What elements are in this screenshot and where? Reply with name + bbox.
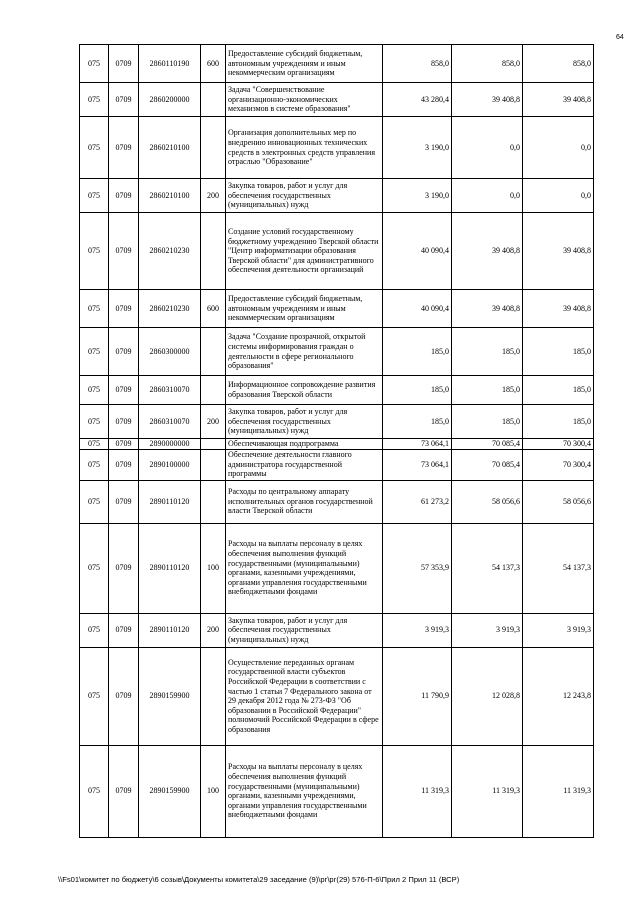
cell-target-article: 2860210100 xyxy=(139,179,201,213)
cell-description: Расходы по центральному аппарату исполнительных органов государственной власти Тверской области xyxy=(226,480,383,523)
cell-ministry-code: 075 xyxy=(80,376,109,405)
cell-description: Обеспечение деятельности главного администратора государственной программы xyxy=(226,449,383,480)
cell-amount-year-3: 0,0 xyxy=(523,179,594,213)
cell-amount-year-2: 39 408,8 xyxy=(452,83,523,117)
cell-amount-year-1: 57 353,9 xyxy=(383,523,452,613)
cell-target-article: 2860210230 xyxy=(139,213,201,290)
cell-section-code: 0709 xyxy=(109,213,139,290)
cell-description: Организация дополнительных мер по внедрению инновационных технических средств в электронных средств управления отраслью "Образование" xyxy=(226,117,383,179)
cell-target-article: 2860210100 xyxy=(139,117,201,179)
cell-target-article: 2860200000 xyxy=(139,83,201,117)
cell-amount-year-1: 3 919,3 xyxy=(383,613,452,647)
cell-ministry-code: 075 xyxy=(80,179,109,213)
table-row xyxy=(80,290,594,328)
cell-section-code: 0709 xyxy=(109,745,139,837)
cell-target-article: 2890110120 xyxy=(139,523,201,613)
cell-section-code: 0709 xyxy=(109,647,139,745)
cell-amount-year-1: 40 090,4 xyxy=(383,290,452,328)
cell-ministry-code: 075 xyxy=(80,480,109,523)
cell-description: Обеспечивающая подпрограмма xyxy=(226,439,383,450)
cell-amount-year-2: 39 408,8 xyxy=(452,290,523,328)
cell-ministry-code: 075 xyxy=(80,745,109,837)
cell-description: Закупка товаров, работ и услуг для обеспечения государственных (муниципальных) нужд xyxy=(226,179,383,213)
cell-expense-type xyxy=(201,213,226,290)
cell-ministry-code: 075 xyxy=(80,523,109,613)
cell-amount-year-2: 70 085,4 xyxy=(452,449,523,480)
cell-expense-type: 200 xyxy=(201,179,226,213)
table-row xyxy=(80,45,594,83)
table-row xyxy=(80,405,594,439)
cell-amount-year-3: 70 300,4 xyxy=(523,439,594,450)
table-row xyxy=(80,117,594,179)
cell-expense-type xyxy=(201,449,226,480)
cell-amount-year-3: 12 243,8 xyxy=(523,647,594,745)
cell-ministry-code: 075 xyxy=(80,328,109,376)
cell-ministry-code: 075 xyxy=(80,45,109,83)
cell-target-article: 2860300000 xyxy=(139,328,201,376)
footer-file-path: \\Fs01\комитет по бюджету\6 созыв\Документы комитета\29 заседание (9)\рг\рг(29) 576-П-6\Прил 2 Прил 11 (ВСР) xyxy=(58,875,460,884)
table-row xyxy=(80,745,594,837)
cell-ministry-code: 075 xyxy=(80,290,109,328)
cell-amount-year-1: 61 273,2 xyxy=(383,480,452,523)
cell-expense-type xyxy=(201,439,226,450)
budget-table xyxy=(79,44,594,838)
cell-expense-type xyxy=(201,647,226,745)
cell-amount-year-2: 185,0 xyxy=(452,405,523,439)
cell-amount-year-1: 43 280,4 xyxy=(383,83,452,117)
cell-amount-year-1: 858,0 xyxy=(383,45,452,83)
cell-description: Закупка товаров, работ и услуг для обеспечения государственных (муниципальных) нужд xyxy=(226,405,383,439)
cell-amount-year-1: 11 790,9 xyxy=(383,647,452,745)
cell-amount-year-1: 185,0 xyxy=(383,405,452,439)
cell-amount-year-3: 185,0 xyxy=(523,376,594,405)
table-row xyxy=(80,83,594,117)
cell-section-code: 0709 xyxy=(109,83,139,117)
cell-description: Задача "Совершенствование организационно-экономических механизмов в системе образования" xyxy=(226,83,383,117)
cell-section-code: 0709 xyxy=(109,613,139,647)
cell-expense-type: 100 xyxy=(201,745,226,837)
cell-section-code: 0709 xyxy=(109,480,139,523)
cell-amount-year-1: 73 064,1 xyxy=(383,439,452,450)
cell-section-code: 0709 xyxy=(109,45,139,83)
cell-section-code: 0709 xyxy=(109,523,139,613)
cell-amount-year-2: 185,0 xyxy=(452,376,523,405)
cell-ministry-code: 075 xyxy=(80,117,109,179)
cell-section-code: 0709 xyxy=(109,290,139,328)
cell-description: Расходы на выплаты персоналу в целях обеспечения выполнения функций государственными (муниципальными) органами, казенными учреждениями, органами управления государственными внебюджетными фондами xyxy=(226,523,383,613)
cell-ministry-code: 075 xyxy=(80,83,109,117)
cell-description: Информационное сопровождение развития образования Тверской области xyxy=(226,376,383,405)
cell-amount-year-2: 0,0 xyxy=(452,117,523,179)
table-row xyxy=(80,613,594,647)
cell-section-code: 0709 xyxy=(109,179,139,213)
cell-ministry-code: 075 xyxy=(80,213,109,290)
cell-expense-type xyxy=(201,376,226,405)
cell-amount-year-1: 185,0 xyxy=(383,376,452,405)
cell-description: Создание условий государственному бюджетному учреждению Тверской области "Центр информатизации образования Тверской области" для административного обеспечения деятельности организаций xyxy=(226,213,383,290)
cell-amount-year-3: 185,0 xyxy=(523,405,594,439)
cell-description: Расходы на выплаты персоналу в целях обеспечения выполнения функций государственными (муниципальными) органами, казенными учреждениями, органами управления государственными внебюджетными фондами xyxy=(226,745,383,837)
cell-expense-type: 600 xyxy=(201,290,226,328)
cell-expense-type xyxy=(201,328,226,376)
cell-amount-year-1: 40 090,4 xyxy=(383,213,452,290)
cell-expense-type: 600 xyxy=(201,45,226,83)
table-row xyxy=(80,647,594,745)
cell-amount-year-2: 3 919,3 xyxy=(452,613,523,647)
cell-target-article: 2890159900 xyxy=(139,647,201,745)
cell-target-article: 2860210230 xyxy=(139,290,201,328)
cell-section-code: 0709 xyxy=(109,117,139,179)
cell-ministry-code: 075 xyxy=(80,439,109,450)
cell-amount-year-1: 3 190,0 xyxy=(383,117,452,179)
cell-section-code: 0709 xyxy=(109,328,139,376)
cell-amount-year-3: 3 919,3 xyxy=(523,613,594,647)
cell-description: Предоставление субсидий бюджетным, автономным учреждениям и иным некоммерческим организациям xyxy=(226,290,383,328)
cell-target-article: 2890100000 xyxy=(139,449,201,480)
cell-expense-type: 200 xyxy=(201,405,226,439)
table-row xyxy=(80,328,594,376)
cell-target-article: 2860310070 xyxy=(139,405,201,439)
cell-amount-year-2: 185,0 xyxy=(452,328,523,376)
cell-description: Задача "Создание прозрачной, открытой системы информирования граждан о деятельности в сфере регионального образования" xyxy=(226,328,383,376)
cell-expense-type: 200 xyxy=(201,613,226,647)
cell-description: Закупка товаров, работ и услуг для обеспечения государственных (муниципальных) нужд xyxy=(226,613,383,647)
cell-target-article: 2890159900 xyxy=(139,745,201,837)
cell-amount-year-2: 54 137,3 xyxy=(452,523,523,613)
cell-amount-year-3: 0,0 xyxy=(523,117,594,179)
cell-section-code: 0709 xyxy=(109,405,139,439)
cell-expense-type xyxy=(201,83,226,117)
table-row xyxy=(80,449,594,480)
table-row xyxy=(80,480,594,523)
cell-amount-year-2: 0,0 xyxy=(452,179,523,213)
cell-amount-year-2: 11 319,3 xyxy=(452,745,523,837)
cell-amount-year-3: 39 408,8 xyxy=(523,83,594,117)
cell-target-article: 2860310070 xyxy=(139,376,201,405)
cell-expense-type: 100 xyxy=(201,523,226,613)
cell-expense-type xyxy=(201,117,226,179)
cell-amount-year-3: 185,0 xyxy=(523,328,594,376)
cell-target-article: 2890110120 xyxy=(139,613,201,647)
table-row xyxy=(80,213,594,290)
table-row xyxy=(80,376,594,405)
cell-amount-year-2: 858,0 xyxy=(452,45,523,83)
cell-expense-type xyxy=(201,480,226,523)
cell-section-code: 0709 xyxy=(109,449,139,480)
table-row xyxy=(80,439,594,450)
cell-amount-year-3: 58 056,6 xyxy=(523,480,594,523)
cell-amount-year-2: 58 056,6 xyxy=(452,480,523,523)
page-number: 64 xyxy=(616,34,624,41)
cell-amount-year-3: 858,0 xyxy=(523,45,594,83)
cell-amount-year-2: 39 408,8 xyxy=(452,213,523,290)
cell-amount-year-1: 3 190,0 xyxy=(383,179,452,213)
cell-amount-year-3: 39 408,8 xyxy=(523,290,594,328)
cell-amount-year-2: 12 028,8 xyxy=(452,647,523,745)
cell-ministry-code: 075 xyxy=(80,405,109,439)
table-row xyxy=(80,179,594,213)
cell-amount-year-3: 70 300,4 xyxy=(523,449,594,480)
cell-amount-year-3: 54 137,3 xyxy=(523,523,594,613)
cell-target-article: 2890000000 xyxy=(139,439,201,450)
cell-amount-year-3: 11 319,3 xyxy=(523,745,594,837)
cell-ministry-code: 075 xyxy=(80,613,109,647)
cell-section-code: 0709 xyxy=(109,376,139,405)
cell-ministry-code: 075 xyxy=(80,647,109,745)
cell-amount-year-1: 185,0 xyxy=(383,328,452,376)
cell-target-article: 2860110190 xyxy=(139,45,201,83)
cell-description: Осуществление переданных органам государственной власти субъектов Российской Федерации в соответствии с частью 1 статьи 7 Федерального закона от 29 декабря 2012 года № 273-ФЗ "Об образовании в Российской Федерации" полномочий Российской Федерации в сфере образования xyxy=(226,647,383,745)
cell-ministry-code: 075 xyxy=(80,449,109,480)
cell-description: Предоставление субсидий бюджетным, автономным учреждениям и иным некоммерческим организациям xyxy=(226,45,383,83)
cell-amount-year-2: 70 085,4 xyxy=(452,439,523,450)
cell-target-article: 2890110120 xyxy=(139,480,201,523)
table-row xyxy=(80,523,594,613)
cell-section-code: 0709 xyxy=(109,439,139,450)
cell-amount-year-1: 11 319,3 xyxy=(383,745,452,837)
cell-amount-year-3: 39 408,8 xyxy=(523,213,594,290)
cell-amount-year-1: 73 064,1 xyxy=(383,449,452,480)
